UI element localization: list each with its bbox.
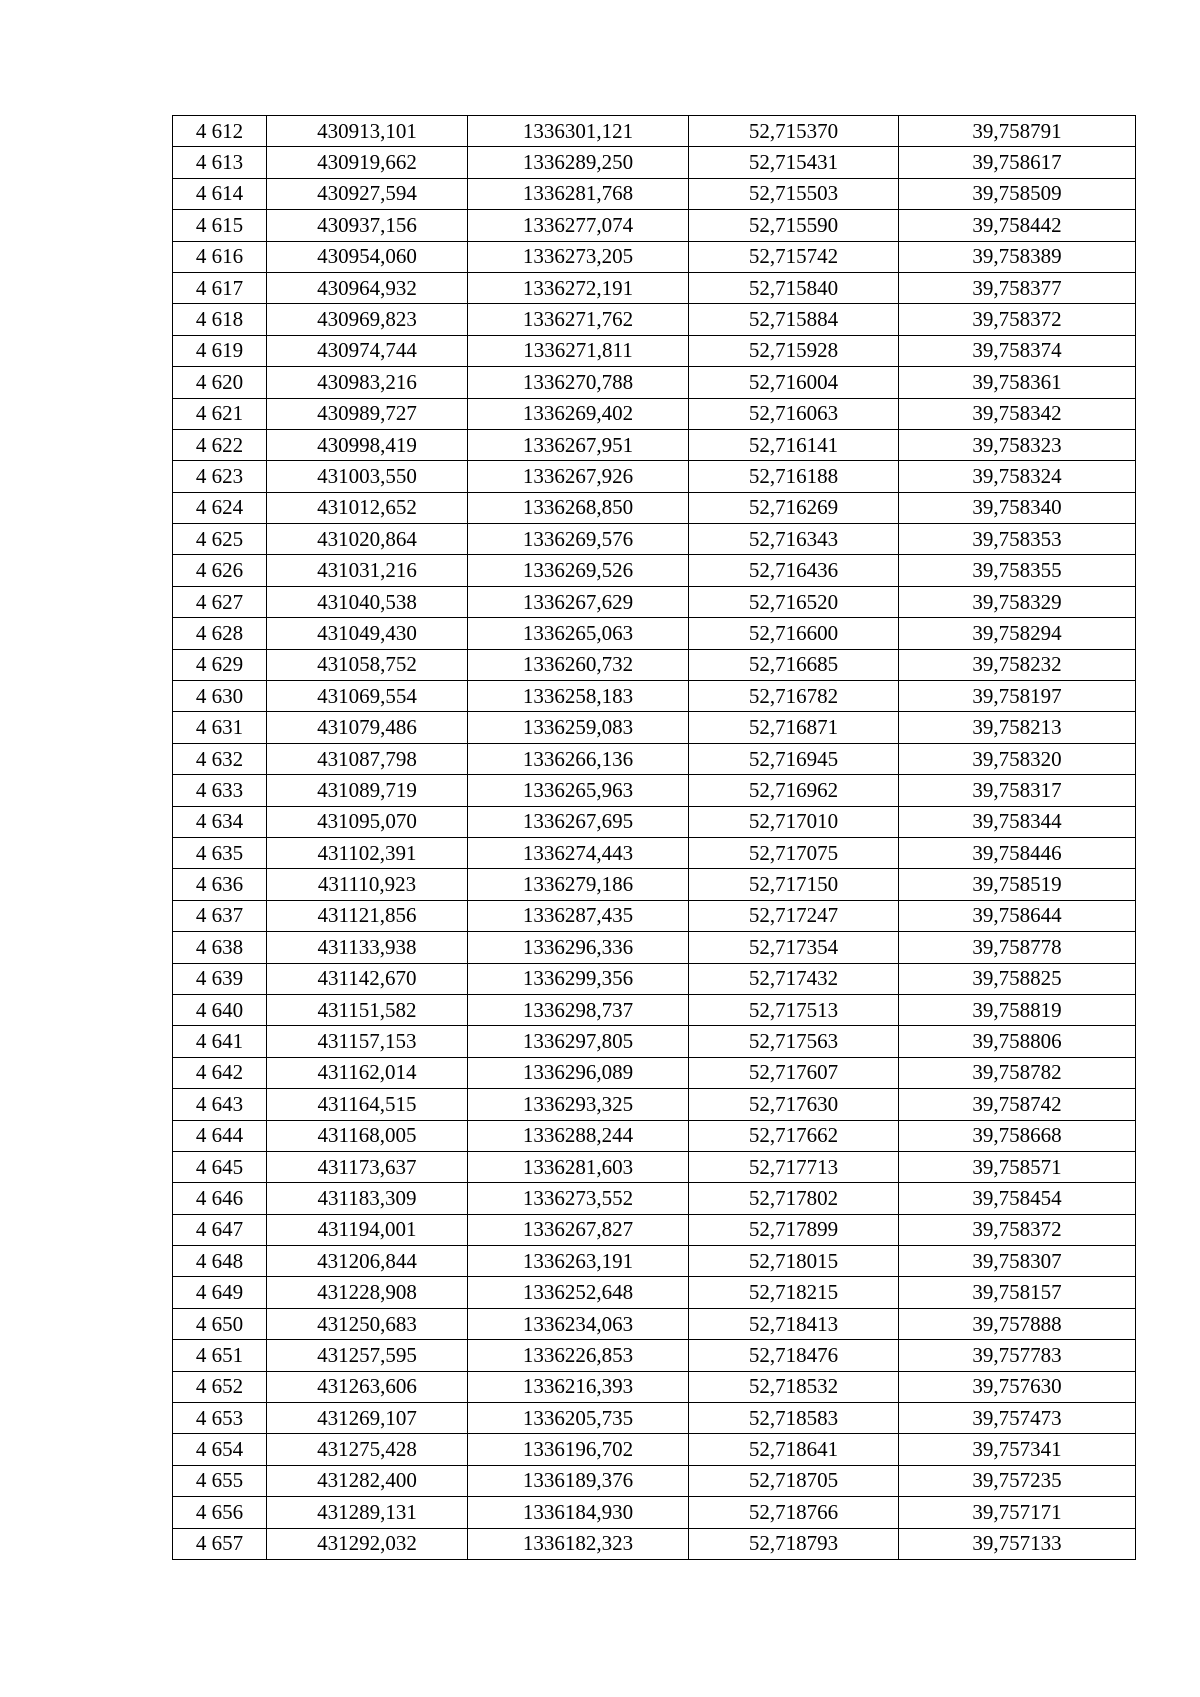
y-coordinate-cell: 1336216,393 <box>468 1371 689 1402</box>
y-coordinate-cell: 1336263,191 <box>468 1246 689 1277</box>
latitude-cell: 52,716945 <box>689 743 899 774</box>
y-coordinate-cell: 1336273,552 <box>468 1183 689 1214</box>
longitude-cell: 39,757888 <box>899 1308 1136 1339</box>
longitude-cell: 39,758742 <box>899 1089 1136 1120</box>
latitude-cell: 52,716436 <box>689 555 899 586</box>
table-row <box>173 241 1136 272</box>
y-coordinate-cell: 1336296,089 <box>468 1057 689 1088</box>
point-number-cell: 4 627 <box>173 586 267 617</box>
table-row <box>173 1277 1136 1308</box>
table-row <box>173 178 1136 209</box>
longitude-cell: 39,758377 <box>899 272 1136 303</box>
table-row <box>173 272 1136 303</box>
latitude-cell: 52,715590 <box>689 210 899 241</box>
point-number-cell: 4 643 <box>173 1089 267 1120</box>
longitude-cell: 39,758446 <box>899 837 1136 868</box>
latitude-cell: 52,715431 <box>689 147 899 178</box>
table-row <box>173 1497 1136 1528</box>
latitude-cell: 52,717513 <box>689 994 899 1025</box>
longitude-cell: 39,758307 <box>899 1246 1136 1277</box>
longitude-cell: 39,758374 <box>899 335 1136 366</box>
longitude-cell: 39,758323 <box>899 429 1136 460</box>
x-coordinate-cell: 431049,430 <box>267 618 468 649</box>
table-row <box>173 743 1136 774</box>
y-coordinate-cell: 1336267,695 <box>468 806 689 837</box>
point-number-cell: 4 619 <box>173 335 267 366</box>
y-coordinate-cell: 1336267,926 <box>468 461 689 492</box>
x-coordinate-cell: 431228,908 <box>267 1277 468 1308</box>
y-coordinate-cell: 1336277,074 <box>468 210 689 241</box>
table-row <box>173 649 1136 680</box>
x-coordinate-cell: 431292,032 <box>267 1528 468 1559</box>
y-coordinate-cell: 1336281,603 <box>468 1151 689 1182</box>
x-coordinate-cell: 431282,400 <box>267 1465 468 1496</box>
longitude-cell: 39,758372 <box>899 1214 1136 1245</box>
table-row <box>173 1434 1136 1465</box>
latitude-cell: 52,718015 <box>689 1246 899 1277</box>
x-coordinate-cell: 431003,550 <box>267 461 468 492</box>
y-coordinate-cell: 1336272,191 <box>468 272 689 303</box>
y-coordinate-cell: 1336269,402 <box>468 398 689 429</box>
point-number-cell: 4 644 <box>173 1120 267 1151</box>
y-coordinate-cell: 1336269,526 <box>468 555 689 586</box>
x-coordinate-cell: 431151,582 <box>267 994 468 1025</box>
longitude-cell: 39,758197 <box>899 681 1136 712</box>
table-row <box>173 116 1136 147</box>
x-coordinate-cell: 431089,719 <box>267 775 468 806</box>
y-coordinate-cell: 1336184,930 <box>468 1497 689 1528</box>
point-number-cell: 4 656 <box>173 1497 267 1528</box>
latitude-cell: 52,716871 <box>689 712 899 743</box>
longitude-cell: 39,758668 <box>899 1120 1136 1151</box>
x-coordinate-cell: 431162,014 <box>267 1057 468 1088</box>
table-row <box>173 1120 1136 1151</box>
longitude-cell: 39,758372 <box>899 304 1136 335</box>
y-coordinate-cell: 1336269,576 <box>468 524 689 555</box>
point-number-cell: 4 625 <box>173 524 267 555</box>
y-coordinate-cell: 1336301,121 <box>468 116 689 147</box>
coordinates-table-body <box>173 116 1136 1560</box>
y-coordinate-cell: 1336267,629 <box>468 586 689 617</box>
longitude-cell: 39,758355 <box>899 555 1136 586</box>
latitude-cell: 52,717150 <box>689 869 899 900</box>
latitude-cell: 52,716685 <box>689 649 899 680</box>
x-coordinate-cell: 431269,107 <box>267 1403 468 1434</box>
y-coordinate-cell: 1336287,435 <box>468 900 689 931</box>
table-row <box>173 837 1136 868</box>
point-number-cell: 4 650 <box>173 1308 267 1339</box>
y-coordinate-cell: 1336299,356 <box>468 963 689 994</box>
y-coordinate-cell: 1336268,850 <box>468 492 689 523</box>
table-row <box>173 1026 1136 1057</box>
point-number-cell: 4 618 <box>173 304 267 335</box>
longitude-cell: 39,757630 <box>899 1371 1136 1402</box>
y-coordinate-cell: 1336273,205 <box>468 241 689 272</box>
longitude-cell: 39,758389 <box>899 241 1136 272</box>
x-coordinate-cell: 431058,752 <box>267 649 468 680</box>
point-number-cell: 4 639 <box>173 963 267 994</box>
y-coordinate-cell: 1336205,735 <box>468 1403 689 1434</box>
latitude-cell: 52,715742 <box>689 241 899 272</box>
x-coordinate-cell: 430927,594 <box>267 178 468 209</box>
table-row <box>173 492 1136 523</box>
latitude-cell: 52,717899 <box>689 1214 899 1245</box>
x-coordinate-cell: 430974,744 <box>267 335 468 366</box>
point-number-cell: 4 636 <box>173 869 267 900</box>
point-number-cell: 4 622 <box>173 429 267 460</box>
y-coordinate-cell: 1336281,768 <box>468 178 689 209</box>
longitude-cell: 39,758571 <box>899 1151 1136 1182</box>
x-coordinate-cell: 430989,727 <box>267 398 468 429</box>
y-coordinate-cell: 1336271,811 <box>468 335 689 366</box>
longitude-cell: 39,758353 <box>899 524 1136 555</box>
latitude-cell: 52,718532 <box>689 1371 899 1402</box>
x-coordinate-cell: 431194,001 <box>267 1214 468 1245</box>
table-row <box>173 994 1136 1025</box>
latitude-cell: 52,718705 <box>689 1465 899 1496</box>
x-coordinate-cell: 430937,156 <box>267 210 468 241</box>
latitude-cell: 52,718215 <box>689 1277 899 1308</box>
longitude-cell: 39,757341 <box>899 1434 1136 1465</box>
y-coordinate-cell: 1336196,702 <box>468 1434 689 1465</box>
y-coordinate-cell: 1336293,325 <box>468 1089 689 1120</box>
x-coordinate-cell: 431121,856 <box>267 900 468 931</box>
latitude-cell: 52,717563 <box>689 1026 899 1057</box>
point-number-cell: 4 646 <box>173 1183 267 1214</box>
y-coordinate-cell: 1336260,732 <box>468 649 689 680</box>
table-row <box>173 806 1136 837</box>
latitude-cell: 52,717607 <box>689 1057 899 1088</box>
latitude-cell: 52,716063 <box>689 398 899 429</box>
longitude-cell: 39,758825 <box>899 963 1136 994</box>
latitude-cell: 52,718766 <box>689 1497 899 1528</box>
longitude-cell: 39,757171 <box>899 1497 1136 1528</box>
point-number-cell: 4 645 <box>173 1151 267 1182</box>
latitude-cell: 52,717662 <box>689 1120 899 1151</box>
table-row <box>173 1308 1136 1339</box>
x-coordinate-cell: 431173,637 <box>267 1151 468 1182</box>
latitude-cell: 52,717075 <box>689 837 899 868</box>
point-number-cell: 4 620 <box>173 367 267 398</box>
longitude-cell: 39,758617 <box>899 147 1136 178</box>
x-coordinate-cell: 431040,538 <box>267 586 468 617</box>
x-coordinate-cell: 431012,652 <box>267 492 468 523</box>
point-number-cell: 4 642 <box>173 1057 267 1088</box>
table-row <box>173 1214 1136 1245</box>
table-row <box>173 1089 1136 1120</box>
x-coordinate-cell: 430998,419 <box>267 429 468 460</box>
point-number-cell: 4 623 <box>173 461 267 492</box>
y-coordinate-cell: 1336265,963 <box>468 775 689 806</box>
table-row <box>173 932 1136 963</box>
point-number-cell: 4 616 <box>173 241 267 272</box>
y-coordinate-cell: 1336296,336 <box>468 932 689 963</box>
x-coordinate-cell: 431142,670 <box>267 963 468 994</box>
x-coordinate-cell: 431087,798 <box>267 743 468 774</box>
x-coordinate-cell: 430964,932 <box>267 272 468 303</box>
longitude-cell: 39,758317 <box>899 775 1136 806</box>
latitude-cell: 52,718641 <box>689 1434 899 1465</box>
longitude-cell: 39,757133 <box>899 1528 1136 1559</box>
table-row <box>173 1340 1136 1371</box>
point-number-cell: 4 651 <box>173 1340 267 1371</box>
x-coordinate-cell: 431031,216 <box>267 555 468 586</box>
longitude-cell: 39,757235 <box>899 1465 1136 1496</box>
y-coordinate-cell: 1336271,762 <box>468 304 689 335</box>
x-coordinate-cell: 431095,070 <box>267 806 468 837</box>
point-number-cell: 4 633 <box>173 775 267 806</box>
latitude-cell: 52,717713 <box>689 1151 899 1182</box>
longitude-cell: 39,758213 <box>899 712 1136 743</box>
x-coordinate-cell: 431164,515 <box>267 1089 468 1120</box>
point-number-cell: 4 638 <box>173 932 267 963</box>
y-coordinate-cell: 1336298,737 <box>468 994 689 1025</box>
y-coordinate-cell: 1336258,183 <box>468 681 689 712</box>
y-coordinate-cell: 1336267,827 <box>468 1214 689 1245</box>
point-number-cell: 4 624 <box>173 492 267 523</box>
latitude-cell: 52,716188 <box>689 461 899 492</box>
y-coordinate-cell: 1336226,853 <box>468 1340 689 1371</box>
latitude-cell: 52,716600 <box>689 618 899 649</box>
table-row <box>173 1057 1136 1088</box>
x-coordinate-cell: 430969,823 <box>267 304 468 335</box>
longitude-cell: 39,758324 <box>899 461 1136 492</box>
x-coordinate-cell: 431275,428 <box>267 1434 468 1465</box>
longitude-cell: 39,757783 <box>899 1340 1136 1371</box>
y-coordinate-cell: 1336288,244 <box>468 1120 689 1151</box>
latitude-cell: 52,716269 <box>689 492 899 523</box>
table-row <box>173 461 1136 492</box>
y-coordinate-cell: 1336266,136 <box>468 743 689 774</box>
table-row <box>173 1151 1136 1182</box>
y-coordinate-cell: 1336270,788 <box>468 367 689 398</box>
x-coordinate-cell: 431102,391 <box>267 837 468 868</box>
table-row <box>173 335 1136 366</box>
longitude-cell: 39,758361 <box>899 367 1136 398</box>
point-number-cell: 4 653 <box>173 1403 267 1434</box>
x-coordinate-cell: 430919,662 <box>267 147 468 178</box>
longitude-cell: 39,758157 <box>899 1277 1136 1308</box>
latitude-cell: 52,717354 <box>689 932 899 963</box>
point-number-cell: 4 629 <box>173 649 267 680</box>
y-coordinate-cell: 1336189,376 <box>468 1465 689 1496</box>
longitude-cell: 39,758509 <box>899 178 1136 209</box>
y-coordinate-cell: 1336274,443 <box>468 837 689 868</box>
latitude-cell: 52,715840 <box>689 272 899 303</box>
table-row <box>173 1465 1136 1496</box>
x-coordinate-cell: 431133,938 <box>267 932 468 963</box>
latitude-cell: 52,715370 <box>689 116 899 147</box>
x-coordinate-cell: 431257,595 <box>267 1340 468 1371</box>
point-number-cell: 4 615 <box>173 210 267 241</box>
latitude-cell: 52,717802 <box>689 1183 899 1214</box>
longitude-cell: 39,758344 <box>899 806 1136 837</box>
longitude-cell: 39,757473 <box>899 1403 1136 1434</box>
x-coordinate-cell: 431206,844 <box>267 1246 468 1277</box>
table-row <box>173 429 1136 460</box>
x-coordinate-cell: 430913,101 <box>267 116 468 147</box>
x-coordinate-cell: 431168,005 <box>267 1120 468 1151</box>
longitude-cell: 39,758232 <box>899 649 1136 680</box>
longitude-cell: 39,758340 <box>899 492 1136 523</box>
longitude-cell: 39,758454 <box>899 1183 1136 1214</box>
longitude-cell: 39,758294 <box>899 618 1136 649</box>
point-number-cell: 4 649 <box>173 1277 267 1308</box>
table-row <box>173 618 1136 649</box>
latitude-cell: 52,717630 <box>689 1089 899 1120</box>
longitude-cell: 39,758778 <box>899 932 1136 963</box>
y-coordinate-cell: 1336234,063 <box>468 1308 689 1339</box>
longitude-cell: 39,758791 <box>899 116 1136 147</box>
point-number-cell: 4 630 <box>173 681 267 712</box>
y-coordinate-cell: 1336265,063 <box>468 618 689 649</box>
coordinates-table <box>172 115 1136 1560</box>
table-row <box>173 367 1136 398</box>
x-coordinate-cell: 431020,864 <box>267 524 468 555</box>
latitude-cell: 52,715884 <box>689 304 899 335</box>
latitude-cell: 52,716962 <box>689 775 899 806</box>
x-coordinate-cell: 430954,060 <box>267 241 468 272</box>
table-row <box>173 304 1136 335</box>
longitude-cell: 39,758644 <box>899 900 1136 931</box>
table-row <box>173 210 1136 241</box>
table-row <box>173 147 1136 178</box>
point-number-cell: 4 635 <box>173 837 267 868</box>
table-row <box>173 712 1136 743</box>
point-number-cell: 4 641 <box>173 1026 267 1057</box>
longitude-cell: 39,758519 <box>899 869 1136 900</box>
longitude-cell: 39,758329 <box>899 586 1136 617</box>
point-number-cell: 4 631 <box>173 712 267 743</box>
table-row <box>173 524 1136 555</box>
point-number-cell: 4 612 <box>173 116 267 147</box>
latitude-cell: 52,718476 <box>689 1340 899 1371</box>
y-coordinate-cell: 1336267,951 <box>468 429 689 460</box>
table-row <box>173 900 1136 931</box>
table-row <box>173 586 1136 617</box>
point-number-cell: 4 613 <box>173 147 267 178</box>
table-row <box>173 1246 1136 1277</box>
table-row <box>173 1528 1136 1559</box>
y-coordinate-cell: 1336289,250 <box>468 147 689 178</box>
latitude-cell: 52,715928 <box>689 335 899 366</box>
latitude-cell: 52,716343 <box>689 524 899 555</box>
table-row <box>173 1183 1136 1214</box>
point-number-cell: 4 652 <box>173 1371 267 1402</box>
latitude-cell: 52,716004 <box>689 367 899 398</box>
latitude-cell: 52,717010 <box>689 806 899 837</box>
latitude-cell: 52,718413 <box>689 1308 899 1339</box>
y-coordinate-cell: 1336297,805 <box>468 1026 689 1057</box>
latitude-cell: 52,717247 <box>689 900 899 931</box>
x-coordinate-cell: 431079,486 <box>267 712 468 743</box>
latitude-cell: 52,715503 <box>689 178 899 209</box>
point-number-cell: 4 655 <box>173 1465 267 1496</box>
point-number-cell: 4 621 <box>173 398 267 429</box>
table-row <box>173 1403 1136 1434</box>
point-number-cell: 4 617 <box>173 272 267 303</box>
table-row <box>173 398 1136 429</box>
latitude-cell: 52,716141 <box>689 429 899 460</box>
table-row <box>173 681 1136 712</box>
latitude-cell: 52,716782 <box>689 681 899 712</box>
y-coordinate-cell: 1336182,323 <box>468 1528 689 1559</box>
latitude-cell: 52,718583 <box>689 1403 899 1434</box>
point-number-cell: 4 614 <box>173 178 267 209</box>
point-number-cell: 4 640 <box>173 994 267 1025</box>
x-coordinate-cell: 431110,923 <box>267 869 468 900</box>
point-number-cell: 4 637 <box>173 900 267 931</box>
longitude-cell: 39,758342 <box>899 398 1136 429</box>
latitude-cell: 52,717432 <box>689 963 899 994</box>
table-row <box>173 1371 1136 1402</box>
x-coordinate-cell: 431157,153 <box>267 1026 468 1057</box>
x-coordinate-cell: 431069,554 <box>267 681 468 712</box>
latitude-cell: 52,718793 <box>689 1528 899 1559</box>
point-number-cell: 4 628 <box>173 618 267 649</box>
x-coordinate-cell: 430983,216 <box>267 367 468 398</box>
x-coordinate-cell: 431250,683 <box>267 1308 468 1339</box>
point-number-cell: 4 632 <box>173 743 267 774</box>
y-coordinate-cell: 1336252,648 <box>468 1277 689 1308</box>
y-coordinate-cell: 1336279,186 <box>468 869 689 900</box>
point-number-cell: 4 654 <box>173 1434 267 1465</box>
longitude-cell: 39,758442 <box>899 210 1136 241</box>
x-coordinate-cell: 431183,309 <box>267 1183 468 1214</box>
longitude-cell: 39,758320 <box>899 743 1136 774</box>
table-row <box>173 555 1136 586</box>
table-row <box>173 869 1136 900</box>
point-number-cell: 4 634 <box>173 806 267 837</box>
latitude-cell: 52,716520 <box>689 586 899 617</box>
table-row <box>173 775 1136 806</box>
point-number-cell: 4 648 <box>173 1246 267 1277</box>
x-coordinate-cell: 431289,131 <box>267 1497 468 1528</box>
x-coordinate-cell: 431263,606 <box>267 1371 468 1402</box>
point-number-cell: 4 626 <box>173 555 267 586</box>
longitude-cell: 39,758806 <box>899 1026 1136 1057</box>
longitude-cell: 39,758819 <box>899 994 1136 1025</box>
point-number-cell: 4 657 <box>173 1528 267 1559</box>
point-number-cell: 4 647 <box>173 1214 267 1245</box>
y-coordinate-cell: 1336259,083 <box>468 712 689 743</box>
table-row <box>173 963 1136 994</box>
longitude-cell: 39,758782 <box>899 1057 1136 1088</box>
